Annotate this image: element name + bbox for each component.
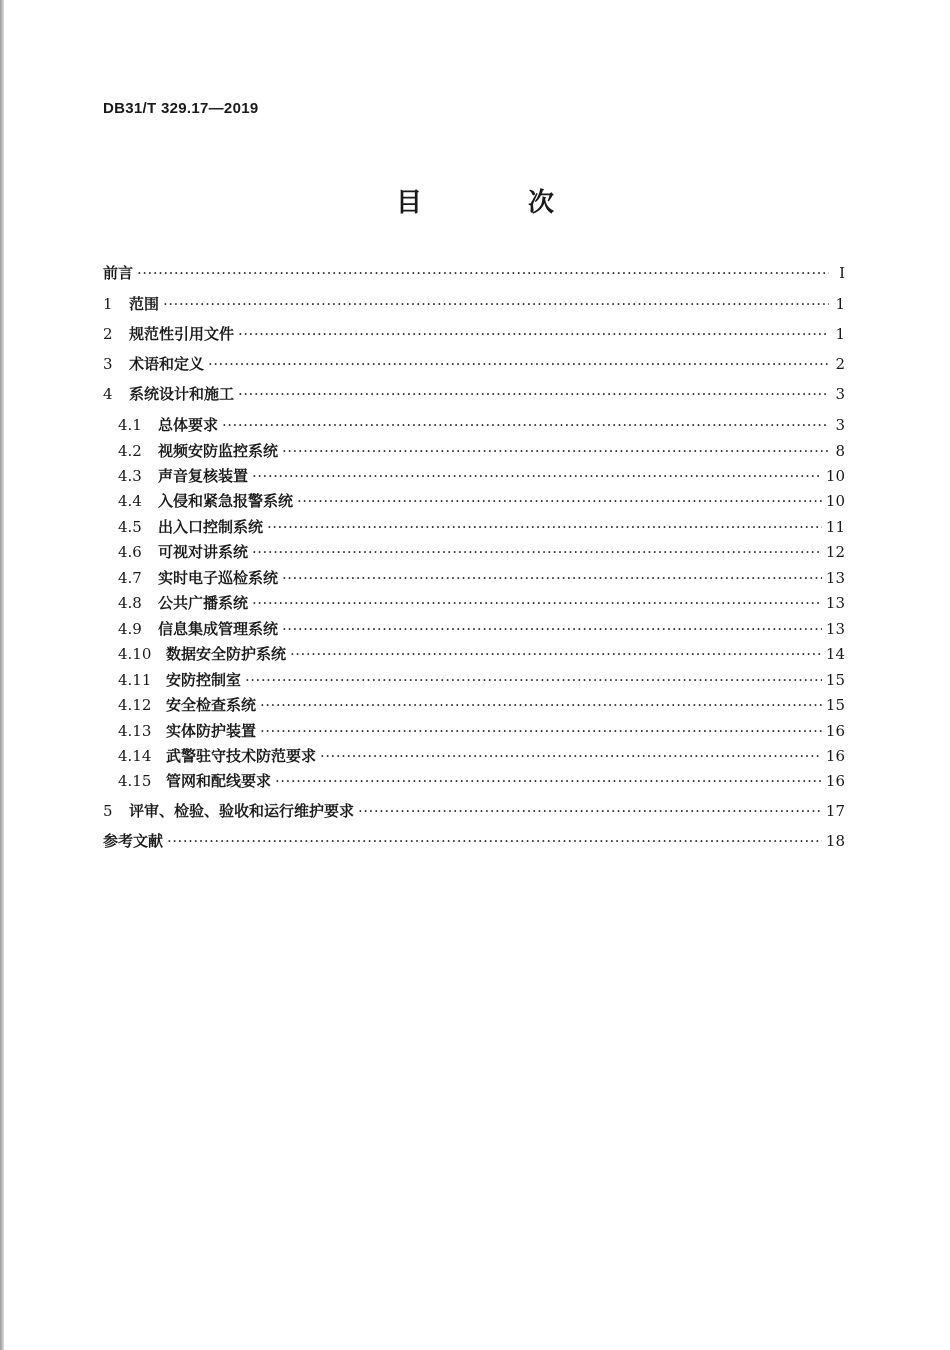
toc-entry-number: 4.11 [118, 671, 152, 689]
toc-leader-dots [252, 543, 822, 561]
toc-entry-page-number: 16 [825, 772, 845, 790]
toc-entry-page-number: 17 [825, 802, 845, 820]
toc-entry-title: 术语和定义 [129, 355, 205, 373]
toc-entry-title: 实体防护装置 [166, 722, 257, 740]
toc-entry-title: 安防控制室 [166, 671, 242, 689]
toc-entry-title: 参考文献 [103, 832, 164, 850]
toc-entry-page-number: 16 [825, 747, 845, 765]
toc-entry [103, 323, 845, 344]
toc-entry-page-number: 8 [835, 442, 845, 460]
toc-entry-title: 声音复核装置 [158, 467, 249, 485]
toc-entry-page-number: 14 [825, 645, 845, 663]
toc-entry-number: 4.6 [118, 543, 142, 561]
toc-entry [103, 567, 845, 588]
toc-leader-dots [222, 416, 829, 434]
toc-entry-page-number: 3 [835, 385, 845, 403]
toc-entry-page-number: 16 [825, 722, 845, 740]
toc-entry-page-number: 13 [825, 569, 845, 587]
toc-entry-title: 前言 [103, 264, 134, 282]
toc-entry-page-number: 10 [825, 467, 845, 485]
toc-entry-number: 4.14 [118, 747, 152, 765]
toc-entry [103, 262, 845, 283]
toc-entry-page-number: 13 [825, 594, 845, 612]
toc-entry-page-number: 1 [835, 325, 845, 343]
toc-entry-page-number: 3 [835, 416, 845, 434]
toc-entry-page-number: 15 [825, 696, 845, 714]
toc-leader-dots [358, 802, 822, 820]
toc-entry-title: 管网和配线要求 [166, 772, 272, 790]
toc-entry-number: 3 [103, 355, 113, 373]
toc-entry-number: 4.8 [118, 594, 142, 612]
toc-leader-dots [290, 645, 822, 663]
toc-entry-page-number: 10 [825, 492, 845, 510]
toc-leader-dots [260, 722, 822, 740]
toc-entry-number: 2 [103, 325, 113, 343]
toc-entry [103, 353, 845, 374]
toc-leader-dots [252, 467, 822, 485]
toc-leader-dots [320, 747, 822, 765]
toc-entry [103, 694, 845, 715]
toc-leader-dots [282, 620, 822, 638]
toc-entry [103, 414, 845, 435]
toc-entry-page-number: 18 [825, 832, 845, 850]
toc-entry-title: 视频安防监控系统 [158, 442, 279, 460]
toc-entry [103, 669, 845, 690]
toc-leader-dots [238, 325, 829, 343]
toc-leader-dots [238, 385, 829, 403]
toc-entry-title: 系统设计和施工 [129, 385, 235, 403]
toc-leader-dots [297, 492, 822, 510]
toc-entry-title: 实时电子巡检系统 [158, 569, 279, 587]
toc-leader-dots [245, 671, 822, 689]
toc-leader-dots [163, 295, 829, 313]
toc-entry-number: 4.13 [118, 722, 152, 740]
toc-entry-number: 4.12 [118, 696, 152, 714]
toc-entry [103, 770, 845, 791]
toc-entry [103, 516, 845, 537]
toc-entry-title: 总体要求 [158, 416, 219, 434]
toc-entry-title: 武警驻守技术防范要求 [166, 747, 317, 765]
toc-entry-page-number: Ⅰ [839, 264, 845, 282]
toc-entry [103, 643, 845, 664]
toc-entry-number: 4.7 [118, 569, 142, 587]
toc-entry-title: 规范性引用文件 [129, 325, 235, 343]
toc-entry-number: 4.15 [118, 772, 152, 790]
toc-leader-dots [137, 264, 829, 282]
toc-leader-dots [252, 594, 822, 612]
toc-entry [103, 618, 845, 639]
toc-entry-page-number: 15 [825, 671, 845, 689]
toc-entry [103, 745, 845, 766]
toc-entry-title: 公共广播系统 [158, 594, 249, 612]
toc-leader-dots [208, 355, 829, 373]
toc-leader-dots [282, 569, 822, 587]
toc-leader-dots [267, 518, 822, 536]
toc-entry-page-number: 2 [835, 355, 845, 373]
toc-entry [103, 465, 845, 486]
toc-entry-title: 信息集成管理系统 [158, 620, 279, 638]
toc-entry [103, 383, 845, 404]
toc-entry-title: 安全检查系统 [166, 696, 257, 714]
toc-entry-number: 4.1 [118, 416, 142, 434]
toc-entry-page-number: 1 [835, 295, 845, 313]
toc-leader-dots [275, 772, 822, 790]
toc-entry-number: 4.9 [118, 620, 142, 638]
toc-leader-dots [282, 442, 829, 460]
toc-entry-page-number: 13 [825, 620, 845, 638]
toc-entry [103, 293, 845, 314]
toc-entry [103, 490, 845, 511]
toc-entry-title: 评审、检验、验收和运行维护要求 [129, 802, 355, 820]
page-title: 目 次 [395, 188, 594, 218]
toc-entry [103, 720, 845, 741]
toc-entry-number: 4.10 [118, 645, 152, 663]
toc-leader-dots [167, 832, 822, 850]
toc-entry-title: 出入口控制系统 [158, 518, 264, 536]
toc-entry-page-number: 12 [825, 543, 845, 561]
toc-entry-title: 可视对讲系统 [158, 543, 249, 561]
toc-entry [103, 830, 845, 851]
toc-entry-title: 范围 [129, 295, 160, 313]
toc-entry-number: 4.5 [118, 518, 142, 536]
toc-leader-dots [260, 696, 822, 714]
toc-entry [103, 592, 845, 613]
toc-entry [103, 541, 845, 562]
toc-entry-title: 入侵和紧急报警系统 [158, 492, 294, 510]
toc-entry-number: 4.4 [118, 492, 142, 510]
document-code: DB31/T 329.17—2019 [103, 100, 259, 117]
toc-entry-number: 4.3 [118, 467, 142, 485]
toc-entry-page-number: 11 [825, 518, 845, 536]
toc-entry-number: 4.2 [118, 442, 142, 460]
toc-entry-title: 数据安全防护系统 [166, 645, 287, 663]
toc-entry [103, 800, 845, 821]
toc-entry [103, 440, 845, 461]
toc-entry-number: 5 [103, 802, 113, 820]
toc-entry-number: 1 [103, 295, 113, 313]
toc-entry-number: 4 [103, 385, 113, 403]
